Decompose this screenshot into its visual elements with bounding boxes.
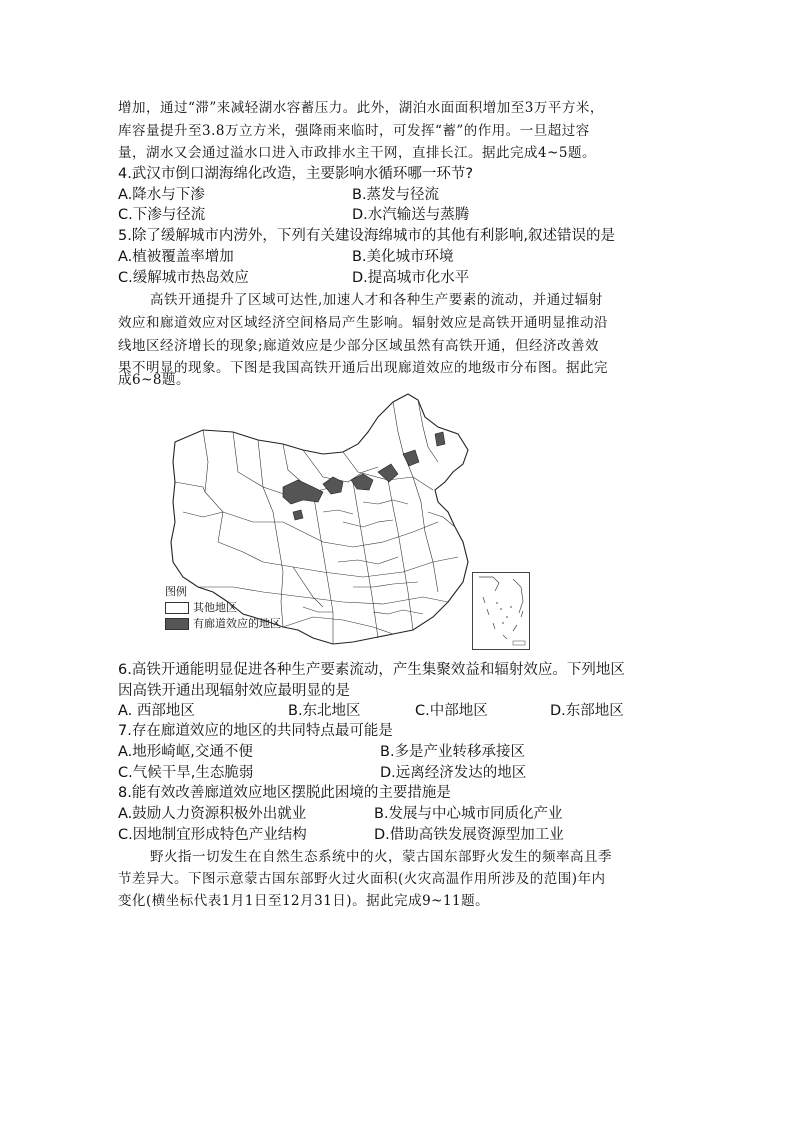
map-legend <box>165 585 281 631</box>
legend-row-other <box>165 601 281 615</box>
legend-label-other: 其他地区 <box>193 601 237 614</box>
question-8-option-a: A.鼓励人力资源积极外出就业 <box>118 806 307 822</box>
passage-line: 效应和廊道效应对区域经济空间格局产生影响。辐射效应是高铁开通明显推动沿 <box>118 315 608 331</box>
legend-label-corridor: 有廊道效应的地区 <box>193 617 281 630</box>
question-6-option-b: B.东北地区 <box>288 703 361 719</box>
question-4-option-d: D.水汽输送与蒸腾 <box>352 207 470 223</box>
question-7-stem: 7.存在廊道效应的地区的共同特点最可能是 <box>118 723 393 739</box>
passage-line: 量，湖水又会通过溢水口进入市政排水主干网，直排长江。据此完成4~5题。 <box>118 145 596 161</box>
passage-line: 变化(横坐标代表1月1日至12月31日)。据此完成9~11题。 <box>118 893 490 909</box>
question-4-option-b: B.蒸发与径流 <box>352 187 440 203</box>
legend-swatch-other <box>165 602 189 614</box>
passage-line: 高铁开通提升了区域可达性,加速人才和各种生产要素的流动，并通过辐射 <box>150 292 603 308</box>
question-7-option-c: C.气候干旱,生态脆弱 <box>118 765 254 781</box>
question-5-option-c: C.缓解城市热岛效应 <box>118 270 249 286</box>
south-china-sea-inset <box>472 572 530 650</box>
passage-line: 库容量提升至3.8万立方米，强降雨来临时，可发挥“蓄”的作用。一旦超过容 <box>118 123 590 139</box>
passage-line: 成6~8题。 <box>118 372 190 388</box>
passage-line: 野火指一切发生在自然生态系统中的火，蒙古国东部野火发生的频率高且季 <box>150 849 612 865</box>
question-5-option-b: B.美化城市环境 <box>352 249 454 265</box>
question-6-option-c: C.中部地区 <box>415 703 488 719</box>
question-8-option-d: D.借助高铁发展资源型加工业 <box>374 827 564 843</box>
question-5-option-a: A.植被覆盖率增加 <box>118 249 234 265</box>
passage-line: 线地区经济增长的现象;廊道效应是少部分区域虽然有高铁开通，但经济改善效 <box>118 338 600 354</box>
legend-row-corridor <box>165 617 281 631</box>
question-6-option-d: D.东部地区 <box>550 703 624 719</box>
question-7-option-d: D.远离经济发达的地区 <box>380 765 527 781</box>
question-4-stem: 4.武汉市倒口湖海绵化改造，主要影响水循环哪一环节? <box>118 166 474 182</box>
question-6-stem-line-2: 因高铁开通出现辐射效应最明显的是 <box>118 683 350 699</box>
question-4-option-c: C.下渗与径流 <box>118 207 206 223</box>
question-7-option-a: A.地形崎岖,交通不便 <box>118 744 253 760</box>
question-6-option-a: A. 西部地区 <box>118 703 195 719</box>
question-5-stem: 5.除了缓解城市内涝外，下列有关建设海绵城市的其他有利影响,叙述错误的是 <box>118 228 615 244</box>
question-8-option-c: C.因地制宜形成特色产业结构 <box>118 827 307 843</box>
passage-line: 果不明显的现象。下图是我国高铁开通后出现廊道效应的地级市分布图。据此完 <box>118 360 608 376</box>
question-7-option-b: B.多是产业转移承接区 <box>380 744 526 760</box>
passage-line: 增加，通过“滞”来减轻湖水容蓄压力。此外，湖泊水面面积增加至3万平方米， <box>118 100 604 116</box>
question-5-option-d: D.提高城市化水平 <box>352 270 470 286</box>
question-8-stem: 8.能有效改善廊道效应地区摆脱此困境的主要措施是 <box>118 785 451 801</box>
question-8-option-b: B.发展与中心城市同质化产业 <box>374 806 563 822</box>
passage-line: 节差异大。下图示意蒙古国东部野火过火面积(火灾高温作用所涉及的范围)年内 <box>118 871 606 887</box>
legend-swatch-corridor <box>165 618 189 630</box>
question-6-stem-line-1: 6.高铁开通能明显促进各种生产要素流动，产生集聚效益和辐射效应。下列地区 <box>118 662 625 678</box>
legend-title: 图例 <box>165 585 187 598</box>
question-4-option-a: A.降水与下渗 <box>118 187 205 203</box>
